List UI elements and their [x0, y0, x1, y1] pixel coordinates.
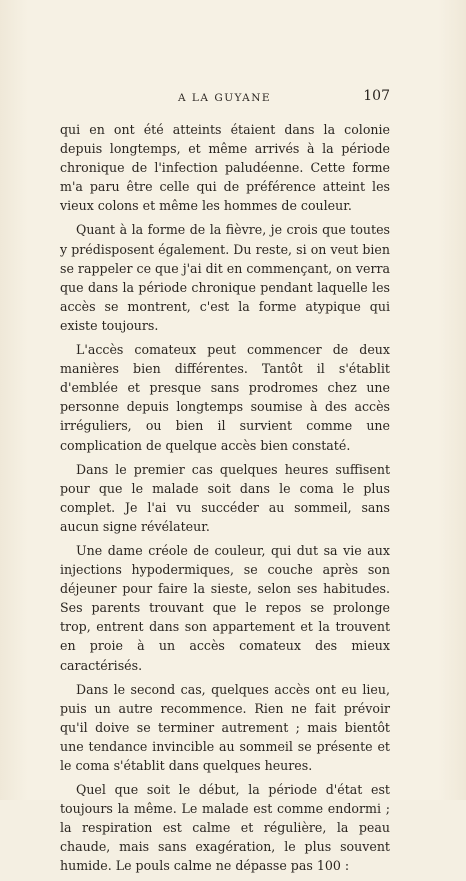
paragraph: L'accès comateux peut commencer de deux manières bien différentes. Tantôt il s'établit d'emblée et presque sans prodromes chez une personne depuis longtemps soumise à des accès irréguliers, ou bien il survient comme une complication de quelque accès bien constaté.	[60, 342, 390, 453]
paragraph: Quant à la forme de la fièvre, je crois que toutes y prédisposent également. Du reste, si on veut bien se rappeler ce que j'ai dit en commençant, on verra que dans la période chronique pendant laquelle les accès se montrent, c'est la forme atypique qui existe toujours.	[60, 222, 390, 333]
body-text	[60, 120, 390, 881]
paragraph: Une dame créole de couleur, qui dut sa vie aux injections hypodermiques, se couche après son déjeuner pour faire la sieste, selon ses habitudes. Ses parents trouvant que le repos se prolonge trop, entrent dans son appartement et la trouvent en proie à un accès comateux des mieux caractérisés.	[60, 542, 390, 673]
running-title: A LA GUYANE	[178, 92, 272, 104]
paragraph: Dans le second cas, quelques accès ont eu lieu, puis un autre recommence. Rien ne fait prévoir qu'il doive se terminer autrement ; mais bientôt une tendance invincible au sommeil se présente et le coma s'établit dans quelques heures.	[60, 681, 390, 773]
page-header	[60, 88, 390, 108]
paragraph: qui en ont été atteints étaient dans la colonie depuis longtemps, et même arrivés à la période chronique de l'infection paludéenne. Cette forme m'a paru être celle qui de préférence atteint les vieux colons et même les hommes de couleur.	[60, 122, 390, 214]
page-number: 107	[363, 88, 390, 104]
paragraph: Quel que soit le début, la période d'état est toujours la même. Le malade est comme endormi ; la respiration est calme et régulière, la peau chaude, mais sans exagération, le plus souvent humide. Le pouls calme ne dépasse pas 100 :	[60, 782, 390, 874]
paragraph: Dans le premier cas quelques heures suffisent pour que le malade soit dans le coma le plus complet. Je l'ai vu succéder au sommeil, sans aucun signe révélateur.	[60, 461, 390, 534]
